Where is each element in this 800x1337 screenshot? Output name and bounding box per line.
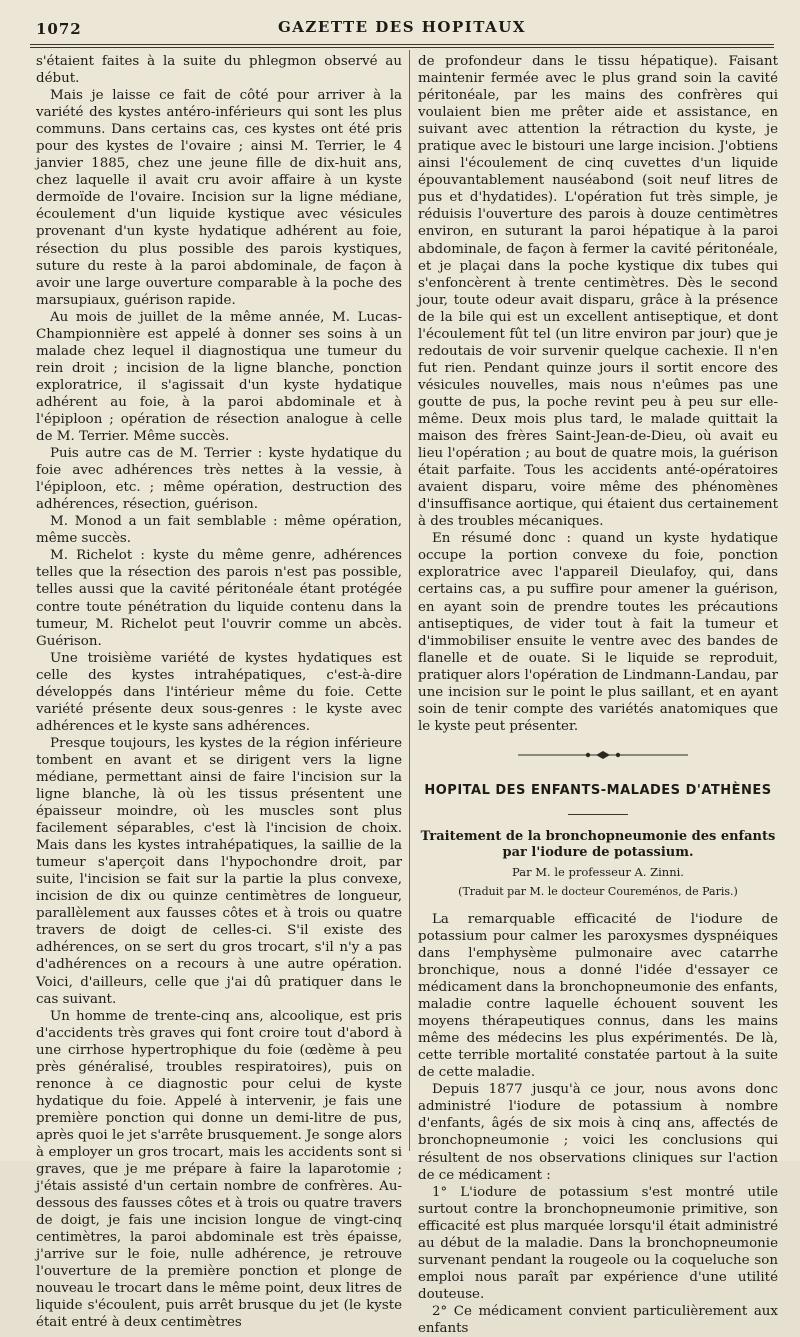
- ornament-divider: [418, 745, 778, 765]
- journal-title: GAZETTE DES HOPITAUX: [277, 18, 526, 36]
- paragraph: M. Richelot : kyste du même genre, adhérences telles que la résection des parois n'est pas possible, telles aussi que la cavité péritonéale étant protégée contre toute pénétration du liquide contenu dans la tumeur, M. Richelot peut l'ouvrir comme un abcès. Guérison.: [36, 548, 402, 649]
- header-rule-bottom: [30, 47, 774, 48]
- article-title-line: Traitement de la bronchopneumonie des enfants: [420, 828, 776, 844]
- article-title-line: par l'iodure de potassium.: [502, 844, 694, 860]
- paragraph: 2° Ce médicament convient particulièrement aux enfants: [418, 1303, 778, 1336]
- paragraph: Un homme de trente-cinq ans, alcoolique, est pris d'accidents très graves qui font croire tout d'abord à une cirrhose hypertrophique du foie (œdème à peu près généralisé, troubles respiratoires), puis on renonce à ce diagnostic pour celui de kyste hydatique du foie. Appelé à intervenir, je fais une première ponction qui donne un demi-litre de pus, après quoi le jet s'arrête brusquement. Je songe alors à employer un gros trocart, mais les accidents sont si graves, que je me prépare à faire la laparotomie ; j'étais assisté d'un certain nombre de confrères. Au-dessous des fausses côtes et à trois ou quatre travers de doigt, je fais une incision longue de vingt-cinq centimètres, la paroi abdominale est très épaisse, j'arrive sur le foie, nulle adhérence, je retrouve l'ouverture de la première ponction et plonge de nouveau le trocart dans le même point, deux litres de liquide s'écoulent, puis arrêt brusque du jet (le kyste était entré à deux centimètres: [36, 1008, 402, 1331]
- article-title: [418, 829, 778, 861]
- paragraph: En résumé donc : quand un kyste hydatique occupe la portion convexe du foie, ponction exploratrice avec l'appareil Dieulafoy, qui, dans certains cas, a pu suffire pour amener la guérison, en ayant soin de prendre toutes les précautions antiseptiques, de vider tout à fait la tumeur et d'immobiliser ensuite le ventre avec des bandes de flanelle et de ouate. Si le liquide se reproduit, pratiquer alors l'opération de Lindmann-Landau, par une incision sur le point le plus saillant, et en ayant soin de tenir compte des variétés anatomiques que le kyste peut présenter.: [418, 531, 778, 734]
- paragraph: de profondeur dans le tissu hépatique). Faisant maintenir fermée avec le plus grand soin la cavité péritonéale, par les mains des confrères qui voulaient bien me prêter aide et assistance, en suivant avec attention la rétraction du kyste, je pratique avec le bistouri une large incision. J'obtiens ainsi l'écoulement de cinq cuvettes d'un liquide épouvantablement nauséabond (soit neuf litres de pus et d'hydatides). L'opération fut très simple, je réduisis l'ouverture des parois à douze centimètres environ, en suturant la paroi hépatique à la paroi abdominale, de façon à fermer la cavité péritonéale, et je plaçai dans la poche kystique dix tubes qui s'enfoncèrent à trente centimètres. Dès le second jour, toute odeur avait disparu, grâce à la présence de la bile qui est un excellent antiseptique, et dont l'écoulement fût tel (un litre environ par jour) que je redoutais de voir survenir quelque cachexie. Il n'en fut rien. Pendant quinze jours il sortit encore des vésicules nouvelles, mais nous n'eûmes pas une goutte de pus, la poche revint peu à peu sur elle-même. Deux mois plus tard, le malade quittait la maison des frères Saint-Jean-de-Dieu, où avait eu lieu l'opération ; au bout de quatre mois, la guérison était parfaite. Tous les accidents anté-opératoires avaient disparu, voire même des phénomènes d'insuffisance aortique, qui étaient dus certainement à des troubles mécaniques.: [418, 54, 778, 530]
- paragraph: M. Monod a un fait semblable : même opération, même succès.: [36, 514, 402, 547]
- page-header: [30, 14, 774, 44]
- page-number: 1072: [36, 20, 82, 38]
- paragraph: Mais je laisse ce fait de côté pour arriver à la variété des kystes antéro-inférieurs qui sont les plus communs. Dans certains cas, ces kystes ont été pris pour des kystes de l'ovaire ; ainsi M. Terrier, le 4 janvier 1885, chez une jeune fille de dix-huit ans, chez laquelle il avait cru avoir affaire à un kyste dermoïde de l'ovaire. Incision sur la ligne médiane, écoulement d'un liquide kystique avec vésicules provenant d'un kyste hydatique adhérent au foie, résection du plus possible des parois kystiques, suture du reste à la paroi abdominale, de façon à avoir une large ouverture comparable à la poche des marsupiaux, guérison rapide.: [36, 88, 402, 308]
- paragraph: Une troisième variété de kystes hydatiques est celle des kystes intrahépatiques, c'est-à-dire développés dans l'intérieur même du foie. Cette variété présente deux sous-genres : le kyste avec adhérences et le kyste sans adhérences.: [36, 650, 402, 734]
- paragraph: La remarquable efficacité de l'iodure de potassium pour calmer les paroxysmes dyspnéiques dans l'emphysème pulmonaire avec catarrhe bronchique, nous a donné l'idée d'essayer ce médicament dans la bronchopneumonie des enfants, maladie contre laquelle échouent souvent les moyens thérapeutiques connus, dans les mains même des médecins les plus expérimentés. De là, cette terrible mortalité constatée partout à la suite de cette maladie.: [418, 911, 778, 1081]
- translation-credit: (Traduit par M. le docteur Coureménos, de Paris.): [458, 884, 738, 898]
- column-divider: [409, 50, 410, 1151]
- right-column: [418, 53, 778, 1337]
- left-column: [36, 53, 402, 1332]
- header-rule-top: [30, 44, 774, 45]
- section-rule: [568, 814, 628, 815]
- paragraph: s'étaient faites à la suite du phlegmon observé au début.: [36, 54, 402, 87]
- paragraph: Puis autre cas de M. Terrier : kyste hydatique du foie avec adhérences très nettes à la vessie, à l'épiploon, etc. ; même opération, destruction des adhérences, résection, guérison.: [36, 446, 402, 513]
- paragraph: Depuis 1877 jusqu'à ce jour, nous avons donc administré l'iodure de potassium à nombre d'enfants, âgés de six mois à cinq ans, affectés de bronchopneumonie ; voici les conclusions qui résultent de nos observations cliniques sur l'action de ce médicament :: [418, 1082, 778, 1183]
- article-byline: Par M. le professeur A. Zinni.: [512, 864, 684, 879]
- paragraph: 1° L'iodure de potassium s'est montré utile surtout contre la bronchopneumonie primitive, son efficacité est plus marquée lorsqu'il était administré au début de la maladie. Dans la bronchopneumonie survenant pendant la rougeole ou la coqueluche son emploi nous paraît par expérience d'une utilité douteuse.: [418, 1184, 778, 1302]
- paragraph: Au mois de juillet de la même année, M. Lucas-Championnière est appelé à donner ses soins à un malade chez lequel il diagnostiqua une tumeur du rein droit ; incision de la ligne blanche, ponction exploratrice, il s'agissait d'un kyste hydatique adhérent au foie, à la paroi abdominale et à l'épiploon ; opération de résection analogue à celle de M. Terrier. Même succès.: [36, 309, 402, 445]
- section-title: HOPITAL DES ENFANTS-MALADES D'ATHÈNES: [424, 782, 772, 798]
- paragraph: Presque toujours, les kystes de la région inférieure tombent en avant et se dirigent vers la ligne médiane, permettant ainsi de faire l'incision sur la ligne blanche, là où les tissus présentent une épaisseur moindre, où les muscles sont plus facilement séparables, c'est là l'incision de choix. Mais dans les kystes intrahépatiques, la saillie de la tumeur s'aperçoit dans l'hypochondre droit, par suite, l'incision se fait sur la partie la plus convexe, incision de dix ou quinze centimètres de longueur, parallèlement aux fausses côtes et à trois ou quatre travers de doigt de celles-ci. S'il existe des adhérences, on se sert du gros trocart, s'il n'y a pas d'adhérences on a recours à une autre opération. Voici, d'ailleurs, celle que j'ai dû pratiquer dans le cas suivant.: [36, 735, 402, 1007]
